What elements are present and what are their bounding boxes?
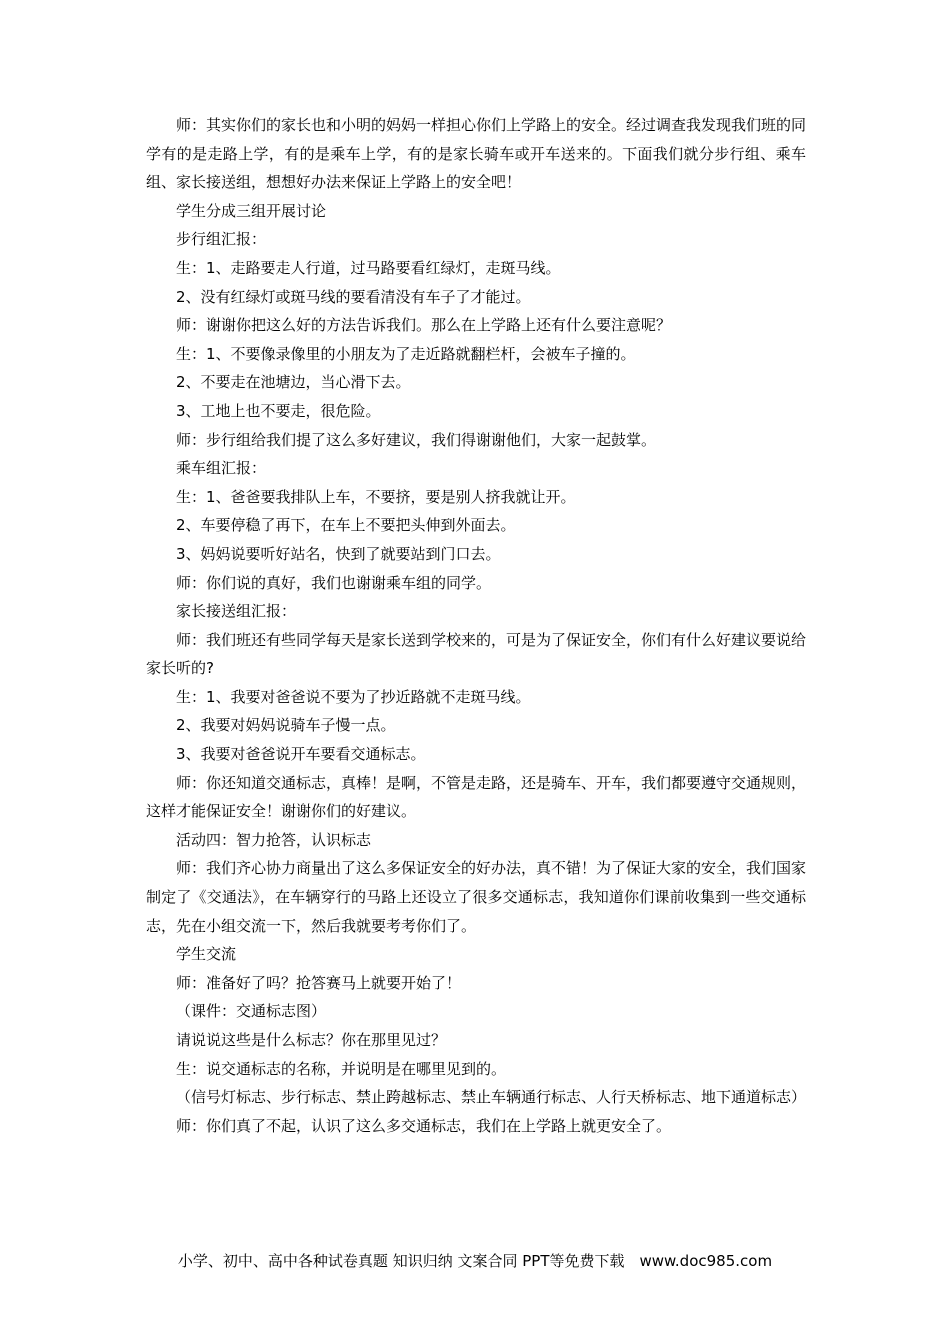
paragraph: 学生分成三组开展讨论 [176, 201, 327, 220]
paragraph: 乘车组汇报： [176, 459, 267, 478]
paragraph: 生：1、不要像录像里的小朋友为了走近路就翻栏杆，会被车子撞的。 [176, 344, 636, 363]
paragraph: 3、妈妈说要听好站名，快到了就要站到门口去。 [176, 544, 501, 563]
paragraph: 师：准备好了吗？抢答赛马上就要开始了！ [176, 973, 462, 992]
paragraph: 师：我们齐心协力商量出了这么多保证安全的好办法，真不错！为了保证大家的安全，我们国家制定了《交通法》，在车辆穿行的马路上还设立了很多交通标志，我知道你们课前收集到一些交通标志，先在小组交流一下，然后我就要考考你们了。 [146, 859, 807, 935]
paragraph: 2、不要走在池塘边，当心滑下去。 [176, 373, 411, 392]
paragraph: （信号灯标志、步行标志、禁止跨越标志、禁止车辆通行标志、人行天桥标志、地下通道标志） [176, 1088, 807, 1107]
paragraph: 生：1、爸爸要我排队上车，不要挤，要是别人挤我就让开。 [176, 487, 576, 506]
paragraph: 2、没有红绿灯或斑马线的要看清没有车子了才能过。 [176, 287, 531, 306]
paragraph: 2、我要对妈妈说骑车子慢一点。 [176, 716, 396, 735]
paragraph: 生：说交通标志的名称，并说明是在哪里见到的。 [176, 1059, 507, 1078]
paragraph: 师：你们说的真好，我们也谢谢乘车组的同学。 [176, 573, 492, 592]
paragraph: 师：其实你们的家长也和小明的妈妈一样担心你们上学路上的安全。经过调查我发现我们班的同学有的是走路上学，有的是乘车上学，有的是家长骑车或开车送来的。下面我们就分步行组、乘车组、家长接送组，想想好办法来保证上学路上的安全吧！ [146, 116, 807, 192]
page-footer [0, 1250, 950, 1272]
paragraph: 生：1、走路要走人行道，过马路要看红绿灯，走斑马线。 [176, 258, 561, 277]
paragraph: 活动四：智力抢答，认识标志 [176, 830, 372, 849]
paragraph: 学生交流 [176, 945, 237, 964]
paragraph: 生：1、我要对爸爸说不要为了抄近路就不走斑马线。 [176, 687, 531, 706]
paragraph: 请说说这些是什么标志？你在那里见过？ [176, 1031, 447, 1049]
paragraph: 家长接送组汇报： [176, 602, 297, 621]
paragraph: （课件：交通标志图） [176, 1002, 327, 1021]
paragraph: 师：步行组给我们提了这么多好建议，我们得谢谢他们，大家一起鼓掌。 [176, 430, 657, 449]
footer-text: 小学、初中、高中各种试卷真题 知识归纳 文案合同 PPT等免费下载 www.doc985.com [177, 1252, 773, 1270]
paragraph: 师：我们班还有些同学每天是家长送到学校来的，可是为了保证安全，你们有什么好建议要说给家长听的? [146, 630, 807, 678]
paragraph: 师：你还知道交通标志，真棒！是啊，不管是走路，还是骑车、开车，我们都要遵守交通规则，这样才能保证安全！谢谢你们的好建议。 [146, 773, 807, 821]
paragraph: 步行组汇报： [176, 230, 267, 249]
paragraph: 3、工地上也不要走，很危险。 [176, 401, 381, 420]
paragraph: 3、我要对爸爸说开车要看交通标志。 [176, 745, 426, 764]
paragraph: 师：你们真了不起，认识了这么多交通标志，我们在上学路上就更安全了。 [176, 1116, 672, 1135]
document-body [146, 111, 806, 1140]
paragraph: 2、车要停稳了再下，在车上不要把头伸到外面去。 [176, 516, 516, 535]
paragraph: 师：谢谢你把这么好的方法告诉我们。那么在上学路上还有什么要注意呢？ [176, 316, 672, 335]
